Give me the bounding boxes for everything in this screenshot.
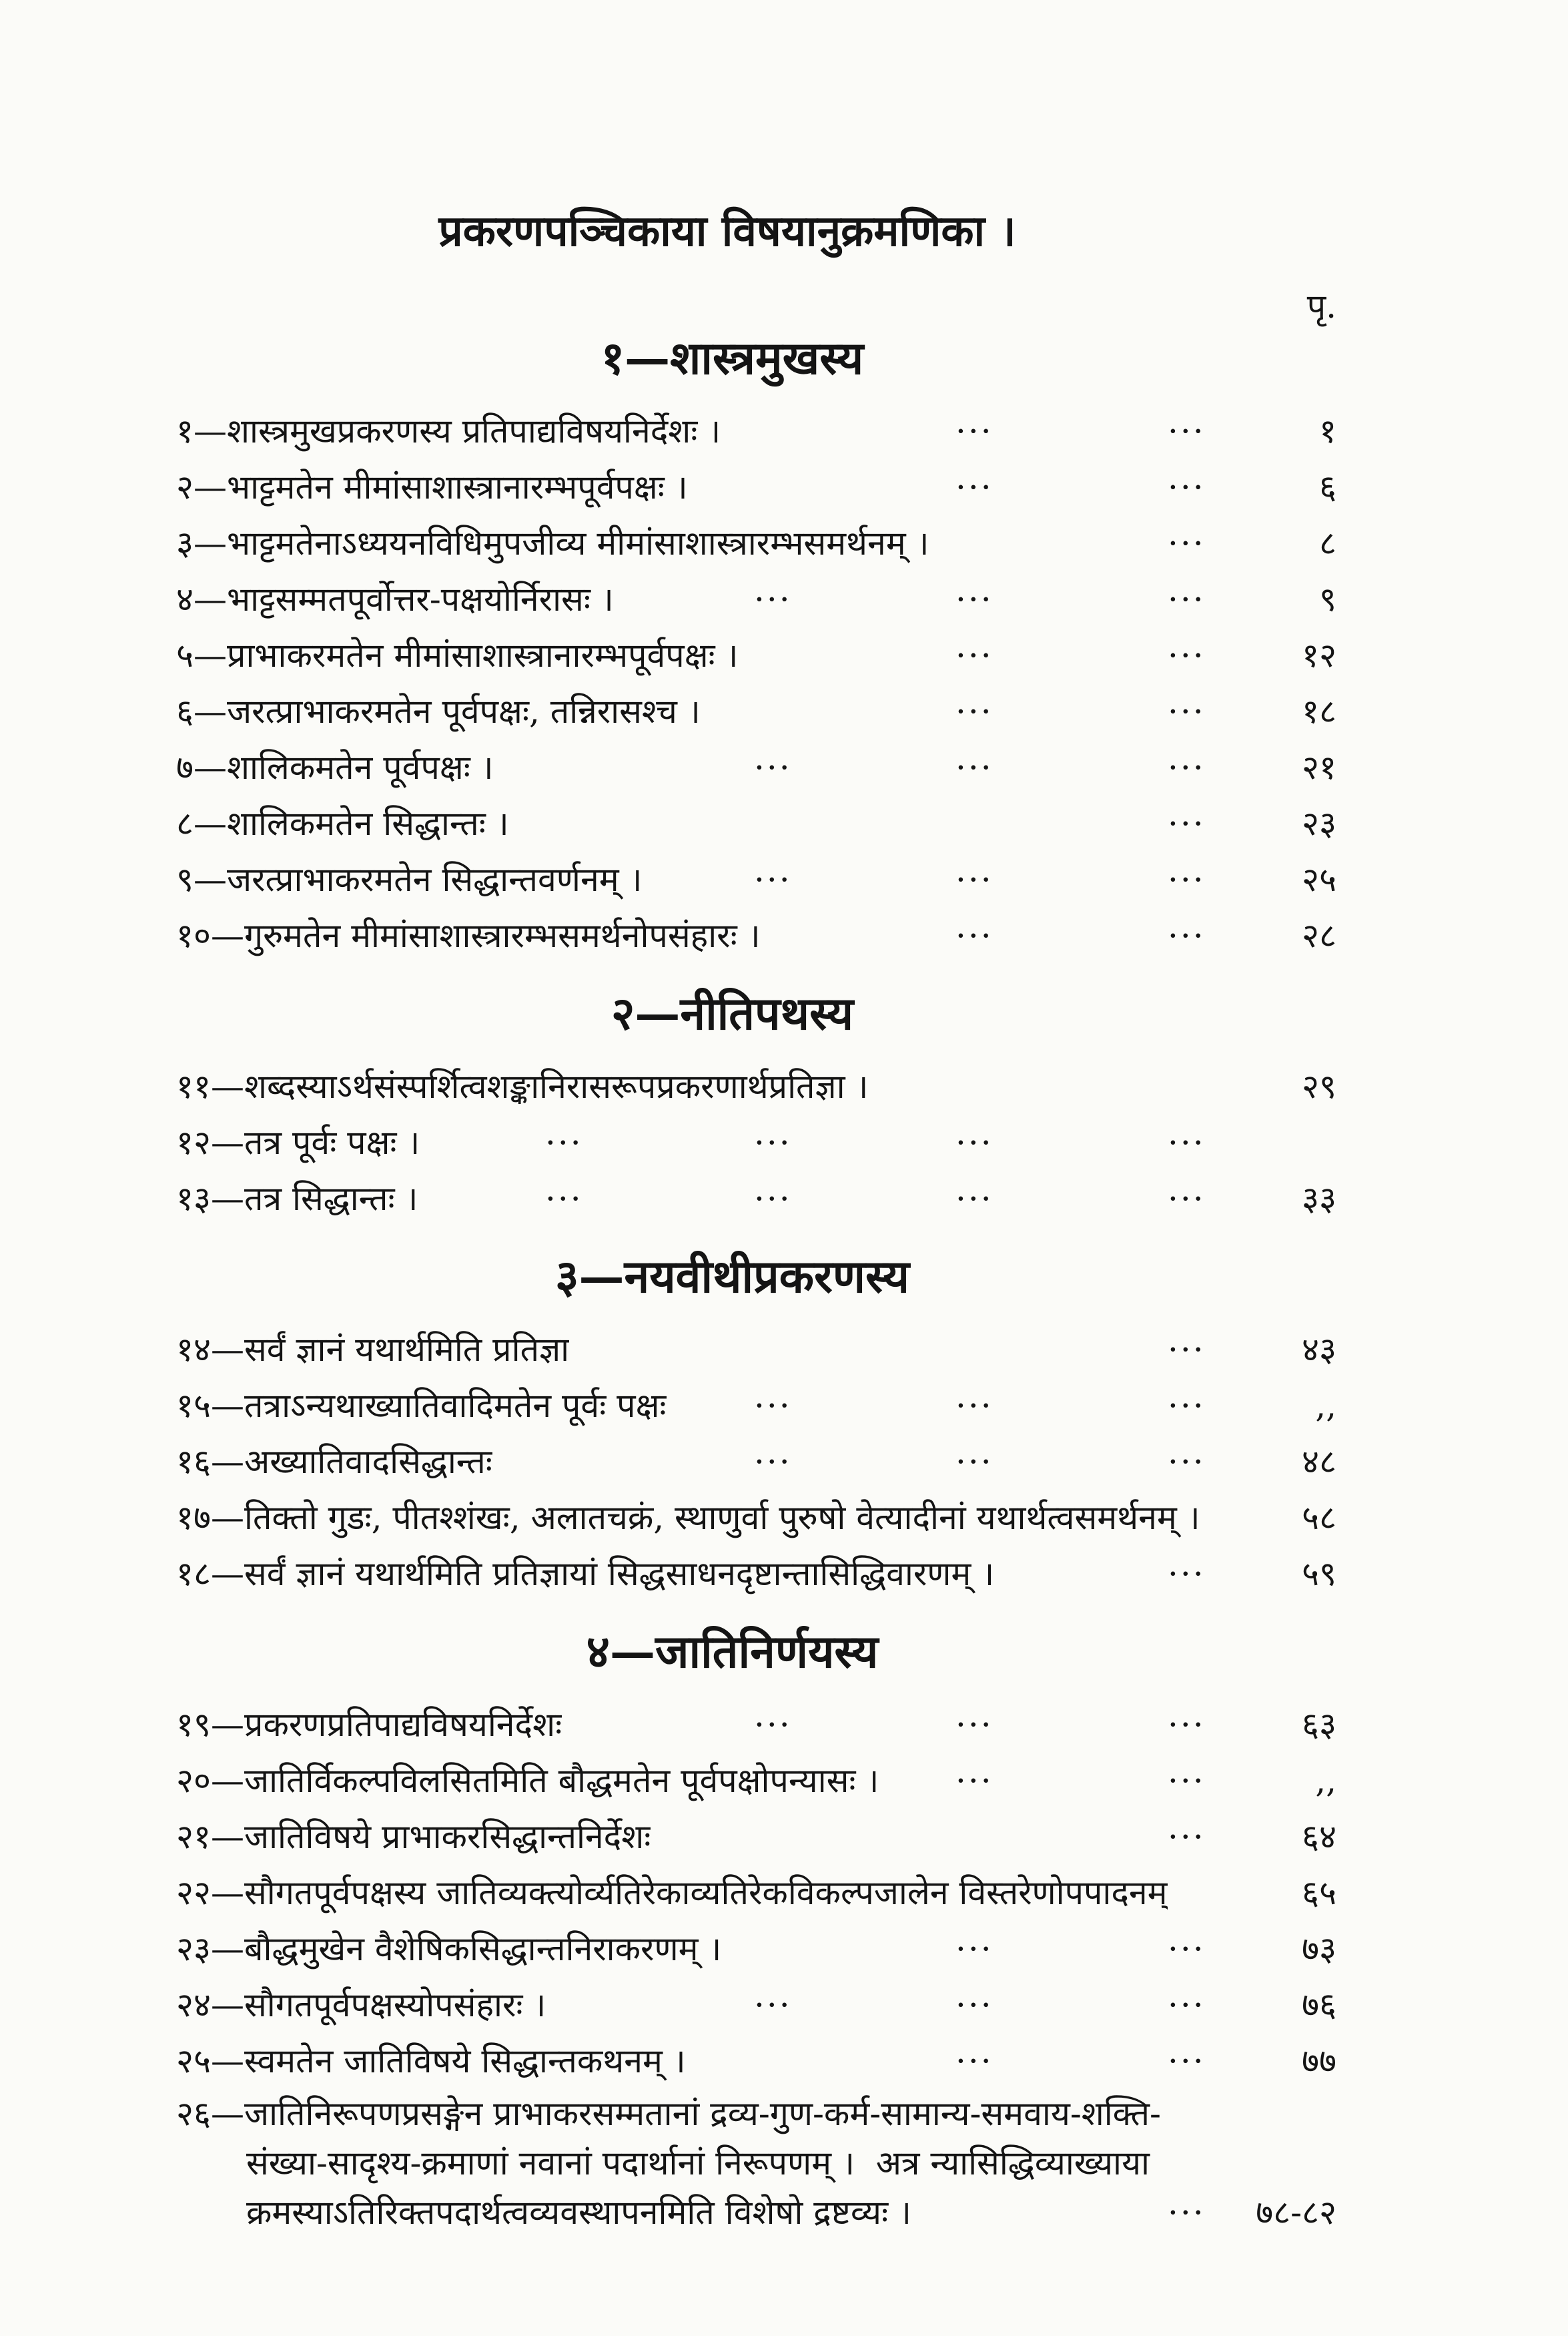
page-number: २८	[1302, 916, 1336, 955]
dot-leader: ···	[955, 1386, 994, 1425]
entry-text: १६—अख्यातिवादसिद्धान्तः	[176, 1442, 492, 1481]
toc-entry	[176, 796, 1336, 852]
page-number: ५८	[1302, 1498, 1336, 1537]
toc-section	[176, 325, 1336, 964]
dot-leader: ···	[955, 1179, 994, 1218]
entry-text: १२—तत्र पूर्वः पक्षः ।	[176, 1123, 420, 1162]
page-number: ,,	[1315, 1386, 1336, 1425]
toc-section	[176, 980, 1336, 1227]
dot-leader: ···	[1168, 916, 1206, 955]
dot-leader: ···	[955, 580, 994, 619]
dot-leader: ···	[754, 860, 792, 899]
dot-leader: ···	[1168, 412, 1206, 451]
page-number: ६४	[1302, 1817, 1336, 1856]
entry-text: ९—जरत्प्राभाकरमतेन सिद्धान्तवर्णनम् ।	[176, 860, 643, 899]
toc-entry	[176, 1322, 1336, 1378]
page-number: ३३	[1302, 1179, 1336, 1218]
page-number: १२	[1302, 636, 1336, 675]
section-heading: ४—जातिनिर्णयस्य	[586, 1625, 879, 1679]
dot-leader: ···	[955, 1930, 994, 1968]
page-number: ९	[1319, 580, 1336, 619]
toc-entry	[176, 2033, 1336, 2089]
entry-text: १०—गुरुमतेन मीमांसाशास्त्रारम्भसमर्थनोपसंहारः ।	[176, 916, 761, 955]
dot-leader: ···	[1168, 1179, 1206, 1218]
page-title: प्रकरणपञ्चिकाया विषयानुक्रमणिका ।	[438, 206, 1016, 256]
dot-leader: ···	[1168, 748, 1206, 787]
dot-leader: ···	[1168, 1761, 1206, 1800]
dot-leader: ···	[1168, 1554, 1206, 1593]
dot-leader: ···	[545, 1123, 583, 1162]
page-number: ७८-८२	[1256, 2193, 1336, 2232]
dot-leader: ···	[955, 692, 994, 731]
entry-text: २—भाट्टमतेन मीमांसाशास्त्रानारम्भपूर्वपक्षः ।	[176, 468, 688, 507]
toc-entry	[176, 403, 1336, 459]
toc-entry	[176, 459, 1336, 515]
page-number: ६	[1319, 468, 1336, 507]
dot-leader: ···	[1168, 580, 1206, 619]
toc-entry	[176, 683, 1336, 740]
toc-entry	[176, 1546, 1336, 1602]
toc-section	[176, 1243, 1336, 1602]
toc-entry	[176, 852, 1336, 908]
dot-leader: ···	[1168, 1817, 1206, 1856]
dot-leader: ···	[955, 916, 994, 955]
page-number: ८	[1319, 524, 1336, 563]
toc-entry	[176, 1434, 1336, 1490]
dot-leader: ···	[955, 1442, 994, 1481]
dot-leader: ···	[754, 1705, 792, 1744]
entry-text: १८—सर्वं ज्ञानं यथार्थमिति प्रतिज्ञायां सिद्धसाधनदृष्टान्तासिद्धिवारणम् ।	[176, 1554, 995, 1593]
entry-text: २१—जातिविषये प्राभाकरसिद्धान्तनिर्देशः	[176, 1817, 651, 1856]
page-number: ५९	[1302, 1554, 1336, 1593]
section-heading: २—नीतिपथस्य	[611, 987, 854, 1041]
dot-leader: ···	[1168, 1442, 1206, 1481]
dot-leader: ···	[955, 860, 994, 899]
entry-text: २५—स्वमतेन जातिविषये सिद्धान्तकथनम् ।	[176, 2042, 686, 2080]
dot-leader: ···	[1168, 804, 1206, 843]
toc-entry	[176, 1115, 1336, 1171]
entry-text: ६—जरत्प्राभाकरमतेन पूर्वपक्षः, तन्निरासश्च ।	[176, 692, 701, 731]
toc-entry	[176, 1809, 1336, 1865]
entry-text: १३—तत्र सिद्धान्तः ।	[176, 1179, 418, 1218]
entry-text: २३—बौद्धमुखेन वैशेषिकसिद्धान्तनिराकरणम् ।	[176, 1930, 722, 1968]
dot-leader: ···	[1168, 1705, 1206, 1744]
toc-entry	[176, 1921, 1336, 1977]
page-number: ६५	[1302, 1873, 1336, 1912]
dot-leader: ···	[1168, 692, 1206, 731]
dot-leader: ···	[1168, 1330, 1206, 1369]
page-number: ४३	[1302, 1330, 1336, 1369]
page-number: २३	[1302, 804, 1336, 843]
toc-entry	[176, 908, 1336, 964]
entry-text: २२—सौगतपूर्वपक्षस्य जातिव्यक्त्योर्व्यतिरेकाव्यतिरेकविकल्पजालेन विस्तरेणोपपादनम्	[176, 1873, 1168, 1912]
toc-section	[176, 1619, 1336, 2237]
entry-text: ११—शब्दस्याऽर्थसंस्पर्शित्वशङ्कानिरासरूपप्रकरणार्थप्रतिज्ञा ।	[176, 1067, 869, 1106]
dot-leader: ···	[754, 1179, 792, 1218]
entry-text: ७—शालिकमतेन पूर्वपक्षः ।	[176, 748, 494, 787]
entry-text: ३—भाट्टमतेनाऽध्ययनविधिमुपजीव्य मीमांसाशास्त्रारम्भसमर्थनम् ।	[176, 524, 929, 563]
entry-text: २४—सौगतपूर्वपक्षस्योपसंहारः ।	[176, 1986, 546, 2024]
dot-leader: ···	[754, 1986, 792, 2024]
entry-text: १९—प्रकरणप्रतिपाद्यविषयनिर्देशः	[176, 1705, 562, 1744]
entry-text-line: २६—जातिनिरूपणप्रसङ्गेन प्राभाकरसम्मतानां द्रव्य-गुण-कर्म-सामान्य-समवाय-शक्ति-	[176, 2094, 1161, 2133]
page-number: १	[1319, 412, 1336, 451]
section-heading: १—शास्त्रमुखस्य	[601, 332, 864, 385]
toc-entry	[176, 1977, 1336, 2033]
dot-leader: ···	[754, 748, 792, 787]
dot-leader: ···	[955, 1986, 994, 2024]
entry-text: १५—तत्राऽन्यथाख्यातिवादिमतेन पूर्वः पक्षः	[176, 1386, 667, 1425]
section-heading: ३—नयवीथीप्रकरणस्य	[555, 1250, 909, 1303]
page-number: ४८	[1302, 1442, 1336, 1481]
dot-leader: ···	[955, 636, 994, 675]
page-column-label: पृ.	[1306, 287, 1336, 326]
dot-leader: ···	[1168, 468, 1206, 507]
dot-leader: ···	[1168, 2193, 1206, 2232]
dot-leader: ···	[1168, 2042, 1206, 2080]
dot-leader: ···	[1168, 1386, 1206, 1425]
toc-entry	[176, 1753, 1336, 1809]
toc-entry	[176, 1865, 1336, 1921]
dot-leader: ···	[955, 2042, 994, 2080]
page-number: ७३	[1302, 1930, 1336, 1968]
dot-leader: ···	[955, 468, 994, 507]
page-number: ,,	[1315, 1761, 1336, 1800]
dot-leader: ···	[1168, 860, 1206, 899]
dot-leader: ···	[955, 412, 994, 451]
dot-leader: ···	[955, 1123, 994, 1162]
dot-leader: ···	[754, 580, 792, 619]
dot-leader: ···	[1168, 636, 1206, 675]
toc-entry	[176, 2089, 1336, 2237]
dot-leader: ···	[1168, 1930, 1206, 1968]
dot-leader: ···	[1168, 524, 1206, 563]
toc-entry	[176, 1171, 1336, 1227]
page-number: ७७	[1302, 2042, 1336, 2080]
entry-text-line: क्रमस्याऽतिरिक्तपदार्थत्वव्यवस्थापनमिति विशेषो द्रष्टव्यः ।	[246, 2193, 911, 2232]
dot-leader: ···	[545, 1179, 583, 1218]
page-number: ६३	[1302, 1705, 1336, 1744]
entry-text: ८—शालिकमतेन सिद्धान्तः ।	[176, 804, 509, 843]
entry-text: १७—तिक्तो गुडः, पीतश्शंखः, अलातचक्रं, स्थाणुर्वा पुरुषो वेत्यादीनां यथार्थत्वसमर्थनम् ।	[176, 1498, 1200, 1537]
page-number: ७६	[1302, 1986, 1336, 2024]
entry-text-line: संख्या-सादृश्य-क्रमाणां नवानां पदार्थानां निरूपणम् । अत्र न्यासिद्धिव्याख्याया	[246, 2144, 1150, 2182]
dot-leader: ···	[1168, 1986, 1206, 2024]
dot-leader: ···	[1168, 1123, 1206, 1162]
toc-entry	[176, 1059, 1336, 1115]
toc-entry	[176, 515, 1336, 571]
dot-leader: ···	[955, 1761, 994, 1800]
dot-leader: ···	[754, 1386, 792, 1425]
entry-text: ४—भाट्टसम्मतपूर्वोत्तर-पक्षयोर्निरासः ।	[176, 580, 614, 619]
dot-leader: ···	[754, 1442, 792, 1481]
entry-text: १४—सर्वं ज्ञानं यथार्थमिति प्रतिज्ञा	[176, 1330, 570, 1369]
dot-leader: ···	[754, 1123, 792, 1162]
toc-entry	[176, 1378, 1336, 1434]
toc-entry	[176, 627, 1336, 683]
page-number: २१	[1302, 748, 1336, 787]
page-number: २९	[1302, 1067, 1336, 1106]
toc-entry	[176, 1490, 1336, 1546]
toc-entry	[176, 571, 1336, 627]
entry-text: ५—प्राभाकरमतेन मीमांसाशास्त्रानारम्भपूर्वपक्षः ।	[176, 636, 739, 675]
page-number: १८	[1302, 692, 1336, 731]
dot-leader: ···	[955, 748, 994, 787]
entry-text: २०—जातिर्विकल्पविलसितमिति बौद्धमतेन पूर्वपक्षोपन्यासः ।	[176, 1761, 879, 1800]
table-of-contents	[176, 325, 1336, 2237]
toc-entry	[176, 1697, 1336, 1753]
toc-entry	[176, 740, 1336, 796]
dot-leader: ···	[955, 1705, 994, 1744]
page-number: २५	[1302, 860, 1336, 899]
entry-text: १—शास्त्रमुखप्रकरणस्य प्रतिपाद्यविषयनिर्देशः ।	[176, 412, 721, 451]
